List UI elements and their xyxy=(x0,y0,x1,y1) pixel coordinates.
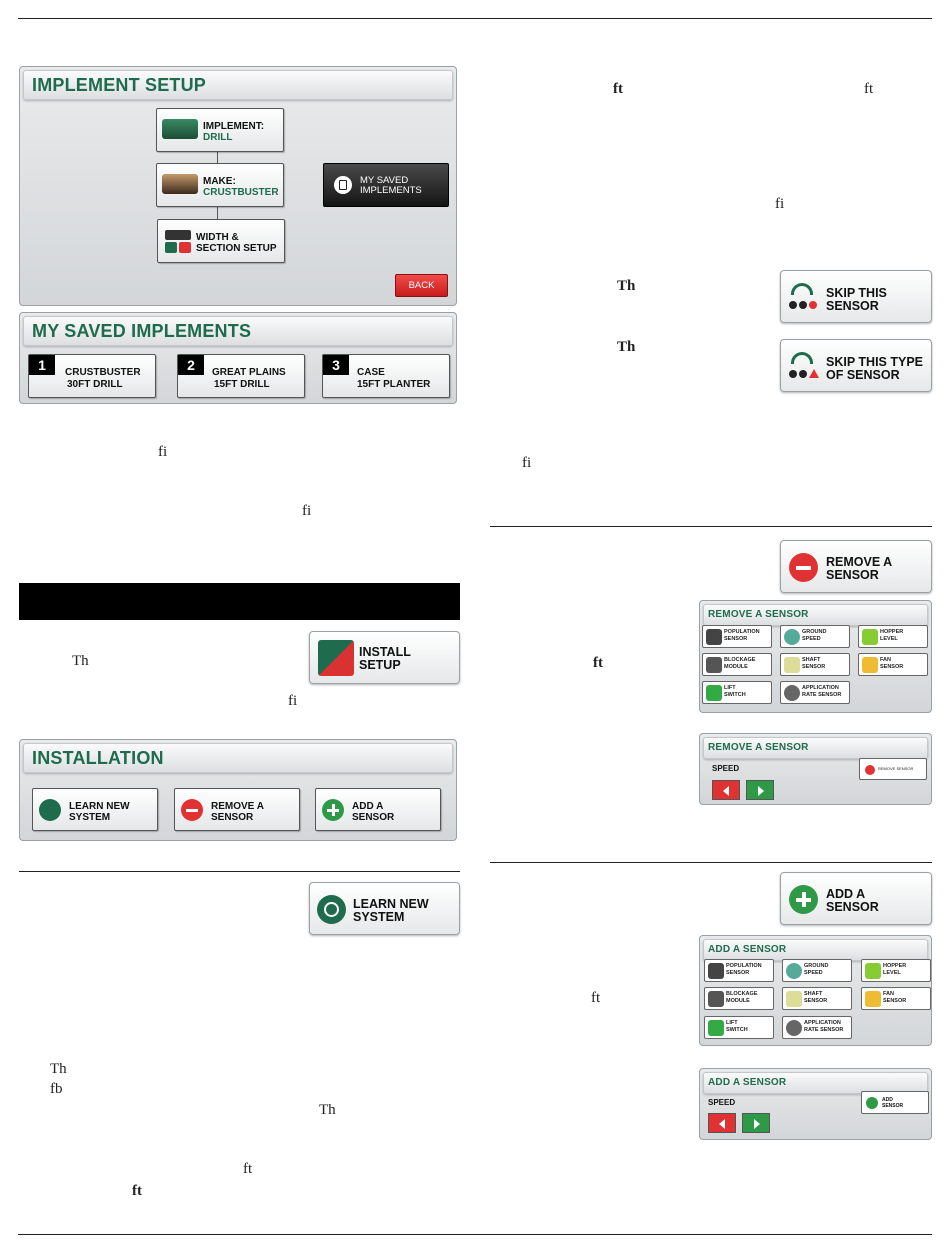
add-sensor-action-button[interactable] xyxy=(861,1091,929,1114)
saved-implement-2[interactable] xyxy=(177,354,305,398)
lift-icon xyxy=(708,1020,724,1036)
ligature-glyph: fi xyxy=(158,444,168,460)
number-badge: 2 xyxy=(178,355,204,375)
remove-speed-titlebar xyxy=(703,737,928,759)
ligature-glyph: ft xyxy=(864,81,874,97)
dot-icon xyxy=(799,301,807,309)
dot-icon xyxy=(799,370,807,378)
back-button[interactable] xyxy=(395,274,448,297)
fan-icon xyxy=(865,991,881,1007)
application-icon xyxy=(786,1020,802,1036)
plus-icon xyxy=(866,1097,878,1109)
minus-bar xyxy=(186,809,198,812)
section-rule xyxy=(19,871,460,872)
implement-button[interactable] xyxy=(156,108,284,152)
remove-panel-title: REMOVE A SENSOR xyxy=(708,609,809,620)
my-saved-title: MY SAVED IMPLEMENTS xyxy=(32,321,252,341)
saved-1-line1: CRUSTBUSTER xyxy=(65,367,141,378)
lift-switch-button[interactable]: LIFT SWITCH xyxy=(704,1016,774,1039)
blockage-icon xyxy=(706,657,722,673)
ligature-glyph: ft xyxy=(243,1161,253,1177)
add-action-label-1: ADD xyxy=(882,1097,893,1103)
application-icon xyxy=(784,685,800,701)
fan-sensor-button[interactable]: FAN SENSOR xyxy=(858,653,928,676)
population-icon xyxy=(706,629,722,645)
remove-line2: SENSOR xyxy=(211,812,254,823)
make-value: CRUSTBUSTER xyxy=(203,187,279,198)
skip-type-line1: SKIP THIS TYPE xyxy=(826,355,924,369)
hopper-icon xyxy=(862,629,878,645)
skip-this-type-button[interactable] xyxy=(780,339,932,392)
installation-titlebar xyxy=(23,743,453,773)
population-sensor-button[interactable]: POPULATION SENSOR xyxy=(702,625,772,648)
implement-setup-titlebar xyxy=(23,70,453,100)
next-arrow-button[interactable] xyxy=(746,780,774,800)
section-icon xyxy=(165,230,191,254)
my-saved-implements-button[interactable] xyxy=(323,163,449,207)
remove-sensor-panel xyxy=(699,600,932,713)
ligature-glyph: fi xyxy=(522,455,532,471)
ground-speed-button[interactable]: GROUND SPEED xyxy=(782,959,852,982)
next-arrow-button[interactable] xyxy=(742,1113,770,1133)
ligature-glyph: Th xyxy=(617,278,636,294)
saved-2-line1: GREAT PLAINS xyxy=(212,367,286,378)
drill-icon xyxy=(162,119,198,139)
saved-2-line2: 15FT DRILL xyxy=(214,379,270,390)
plus-bar-v xyxy=(802,892,806,907)
remove-big-line1: REMOVE A xyxy=(826,555,893,569)
ground-speed-icon xyxy=(784,629,800,645)
shaft-icon xyxy=(784,657,800,673)
width-label-2: SECTION SETUP xyxy=(196,243,277,254)
remove-panel-titlebar xyxy=(703,604,928,626)
ligature-glyph: Th xyxy=(319,1102,336,1118)
blockage-module-button[interactable]: BLOCKAGE MODULE xyxy=(702,653,772,676)
my-saved-titlebar xyxy=(23,316,453,346)
remove-a-sensor-button[interactable] xyxy=(174,788,300,831)
ligature-glyph: ft xyxy=(593,655,603,671)
implement-setup-panel xyxy=(19,66,457,306)
triangle-icon xyxy=(809,369,819,378)
install-setup-line1: INSTALL xyxy=(359,645,411,659)
ground-speed-icon xyxy=(786,963,802,979)
saved-3-line1: CASE xyxy=(357,367,385,378)
my-saved-implements-panel xyxy=(19,312,457,404)
ligature-glyph: fi xyxy=(775,196,785,212)
learn-line2: SYSTEM xyxy=(69,812,111,823)
implement-value: DRILL xyxy=(203,132,233,143)
remove-a-sensor-big-button[interactable] xyxy=(780,540,932,593)
ligature-glyph: Th xyxy=(617,339,636,355)
back-label: BACK xyxy=(408,280,435,291)
add-a-sensor-big-button[interactable] xyxy=(780,872,932,925)
speed-label: SPEED xyxy=(712,764,740,773)
ligature-glyph: Th xyxy=(50,1061,67,1077)
skip-arrow-icon xyxy=(791,352,813,364)
learn-new-system-button[interactable] xyxy=(32,788,158,831)
installation-panel xyxy=(19,739,457,841)
refresh-icon-inner xyxy=(324,902,339,917)
add-panel-titlebar xyxy=(703,939,928,961)
red-dot-icon xyxy=(865,765,875,775)
population-icon xyxy=(708,963,724,979)
dot-icon xyxy=(789,301,797,309)
width-section-setup-button[interactable] xyxy=(157,219,285,263)
skip-sensor-line2: SENSOR xyxy=(826,299,879,313)
learn-big-line1: LEARN NEW xyxy=(353,897,429,911)
dot-icon xyxy=(809,301,817,309)
remove-line1: REMOVE A xyxy=(211,801,264,812)
remove-sensor-action-button[interactable] xyxy=(859,758,927,780)
previous-arrow-button[interactable] xyxy=(708,1113,736,1133)
saved-implement-3[interactable] xyxy=(322,354,450,398)
left-arrow-icon xyxy=(719,1119,725,1129)
population-sensor-button[interactable]: POPULATION SENSOR xyxy=(704,959,774,982)
hopper-level-button[interactable]: HOPPER LEVEL xyxy=(861,959,931,982)
ligature-glyph: fi xyxy=(302,503,312,519)
add-sensor-panel xyxy=(699,935,932,1046)
minus-bar xyxy=(796,566,811,570)
blockage-icon xyxy=(708,991,724,1007)
plus-bar-v xyxy=(332,804,335,816)
add-panel-title: ADD A SENSOR xyxy=(708,944,787,955)
ligature-glyph: ft xyxy=(613,81,623,97)
speed-label: SPEED xyxy=(708,1098,736,1107)
learn-line1: LEARN NEW xyxy=(69,801,130,812)
shaft-sensor-button[interactable]: SHAFT SENSOR xyxy=(782,987,852,1010)
section-header-bar xyxy=(19,583,460,620)
add-big-line2: SENSOR xyxy=(826,900,879,914)
implement-label: IMPLEMENT: xyxy=(203,121,265,132)
skip-sensor-line1: SKIP THIS xyxy=(826,286,887,300)
application-rate-button[interactable]: APPLICATION RATE SENSOR xyxy=(780,681,850,704)
saved-label-1: MY SAVED xyxy=(360,175,409,186)
ligature-glyph: fi xyxy=(288,693,298,709)
add-line2: SENSOR xyxy=(352,812,395,823)
skip-type-line2: OF SENSOR xyxy=(826,368,900,382)
shaft-sensor-button[interactable]: SHAFT SENSOR xyxy=(780,653,850,676)
install-setup-button[interactable] xyxy=(309,631,460,684)
make-button[interactable] xyxy=(156,163,284,207)
make-label: MAKE: xyxy=(203,176,236,187)
installation-title: INSTALLATION xyxy=(32,748,164,768)
remove-speed-panel xyxy=(699,733,932,805)
saved-3-line2: 15FT PLANTER xyxy=(357,379,431,390)
add-action-label-2: SENSOR xyxy=(882,1103,904,1109)
dot-icon xyxy=(789,370,797,378)
document-icon xyxy=(334,176,352,194)
saved-label-2: IMPLEMENTS xyxy=(360,185,422,196)
skip-this-sensor-button[interactable] xyxy=(780,270,932,323)
add-a-sensor-button[interactable] xyxy=(315,788,441,831)
install-setup-line2: SETUP xyxy=(359,658,401,672)
shaft-icon xyxy=(786,991,802,1007)
remove-speed-title: REMOVE A SENSOR xyxy=(708,742,809,753)
number-badge: 3 xyxy=(323,355,349,375)
top-rule xyxy=(18,18,932,19)
application-rate-button[interactable]: APPLICATION RATE SENSOR xyxy=(782,1016,852,1039)
lift-icon xyxy=(706,685,722,701)
hopper-icon xyxy=(865,963,881,979)
saved-implement-1[interactable] xyxy=(28,354,156,398)
right-arrow-icon xyxy=(758,786,764,796)
section-rule xyxy=(490,862,932,863)
ligature-glyph: fb xyxy=(50,1081,63,1097)
width-label-1: WIDTH & xyxy=(196,232,239,243)
ligature-glyph: ft xyxy=(591,990,601,1006)
number-badge: 1 xyxy=(29,355,55,375)
previous-arrow-button[interactable] xyxy=(712,780,740,800)
refresh-icon xyxy=(39,799,61,821)
learn-big-line2: SYSTEM xyxy=(353,910,405,924)
right-arrow-icon xyxy=(754,1119,760,1129)
install-setup-icon xyxy=(318,640,354,676)
left-arrow-icon xyxy=(723,786,729,796)
add-big-line1: ADD A xyxy=(826,887,866,901)
remove-big-line2: SENSOR xyxy=(826,568,879,582)
lift-switch-button[interactable]: LIFT SWITCH xyxy=(702,681,772,704)
skip-arrow-icon xyxy=(791,283,813,295)
hopper-level-button[interactable]: HOPPER LEVEL xyxy=(858,625,928,648)
add-speed-title: ADD A SENSOR xyxy=(708,1077,787,1088)
ligature-glyph: ft xyxy=(132,1183,142,1199)
saved-1-line2: 30FT DRILL xyxy=(67,379,123,390)
remove-action-label: REMOVE SENSOR xyxy=(878,766,914,771)
bottom-rule xyxy=(18,1234,932,1235)
fan-icon xyxy=(862,657,878,673)
add-speed-panel xyxy=(699,1068,932,1140)
learn-new-system-big-button[interactable] xyxy=(309,882,460,935)
fan-sensor-button[interactable]: FAN SENSOR xyxy=(861,987,931,1010)
blockage-module-button[interactable]: BLOCKAGE MODULE xyxy=(704,987,774,1010)
implement-setup-title: IMPLEMENT SETUP xyxy=(32,75,207,95)
ground-speed-button[interactable]: GROUND SPEED xyxy=(780,625,850,648)
crustbuster-icon xyxy=(162,174,198,194)
ligature-glyph: Th xyxy=(72,653,89,669)
add-line1: ADD A xyxy=(352,801,384,812)
section-rule xyxy=(490,526,932,527)
